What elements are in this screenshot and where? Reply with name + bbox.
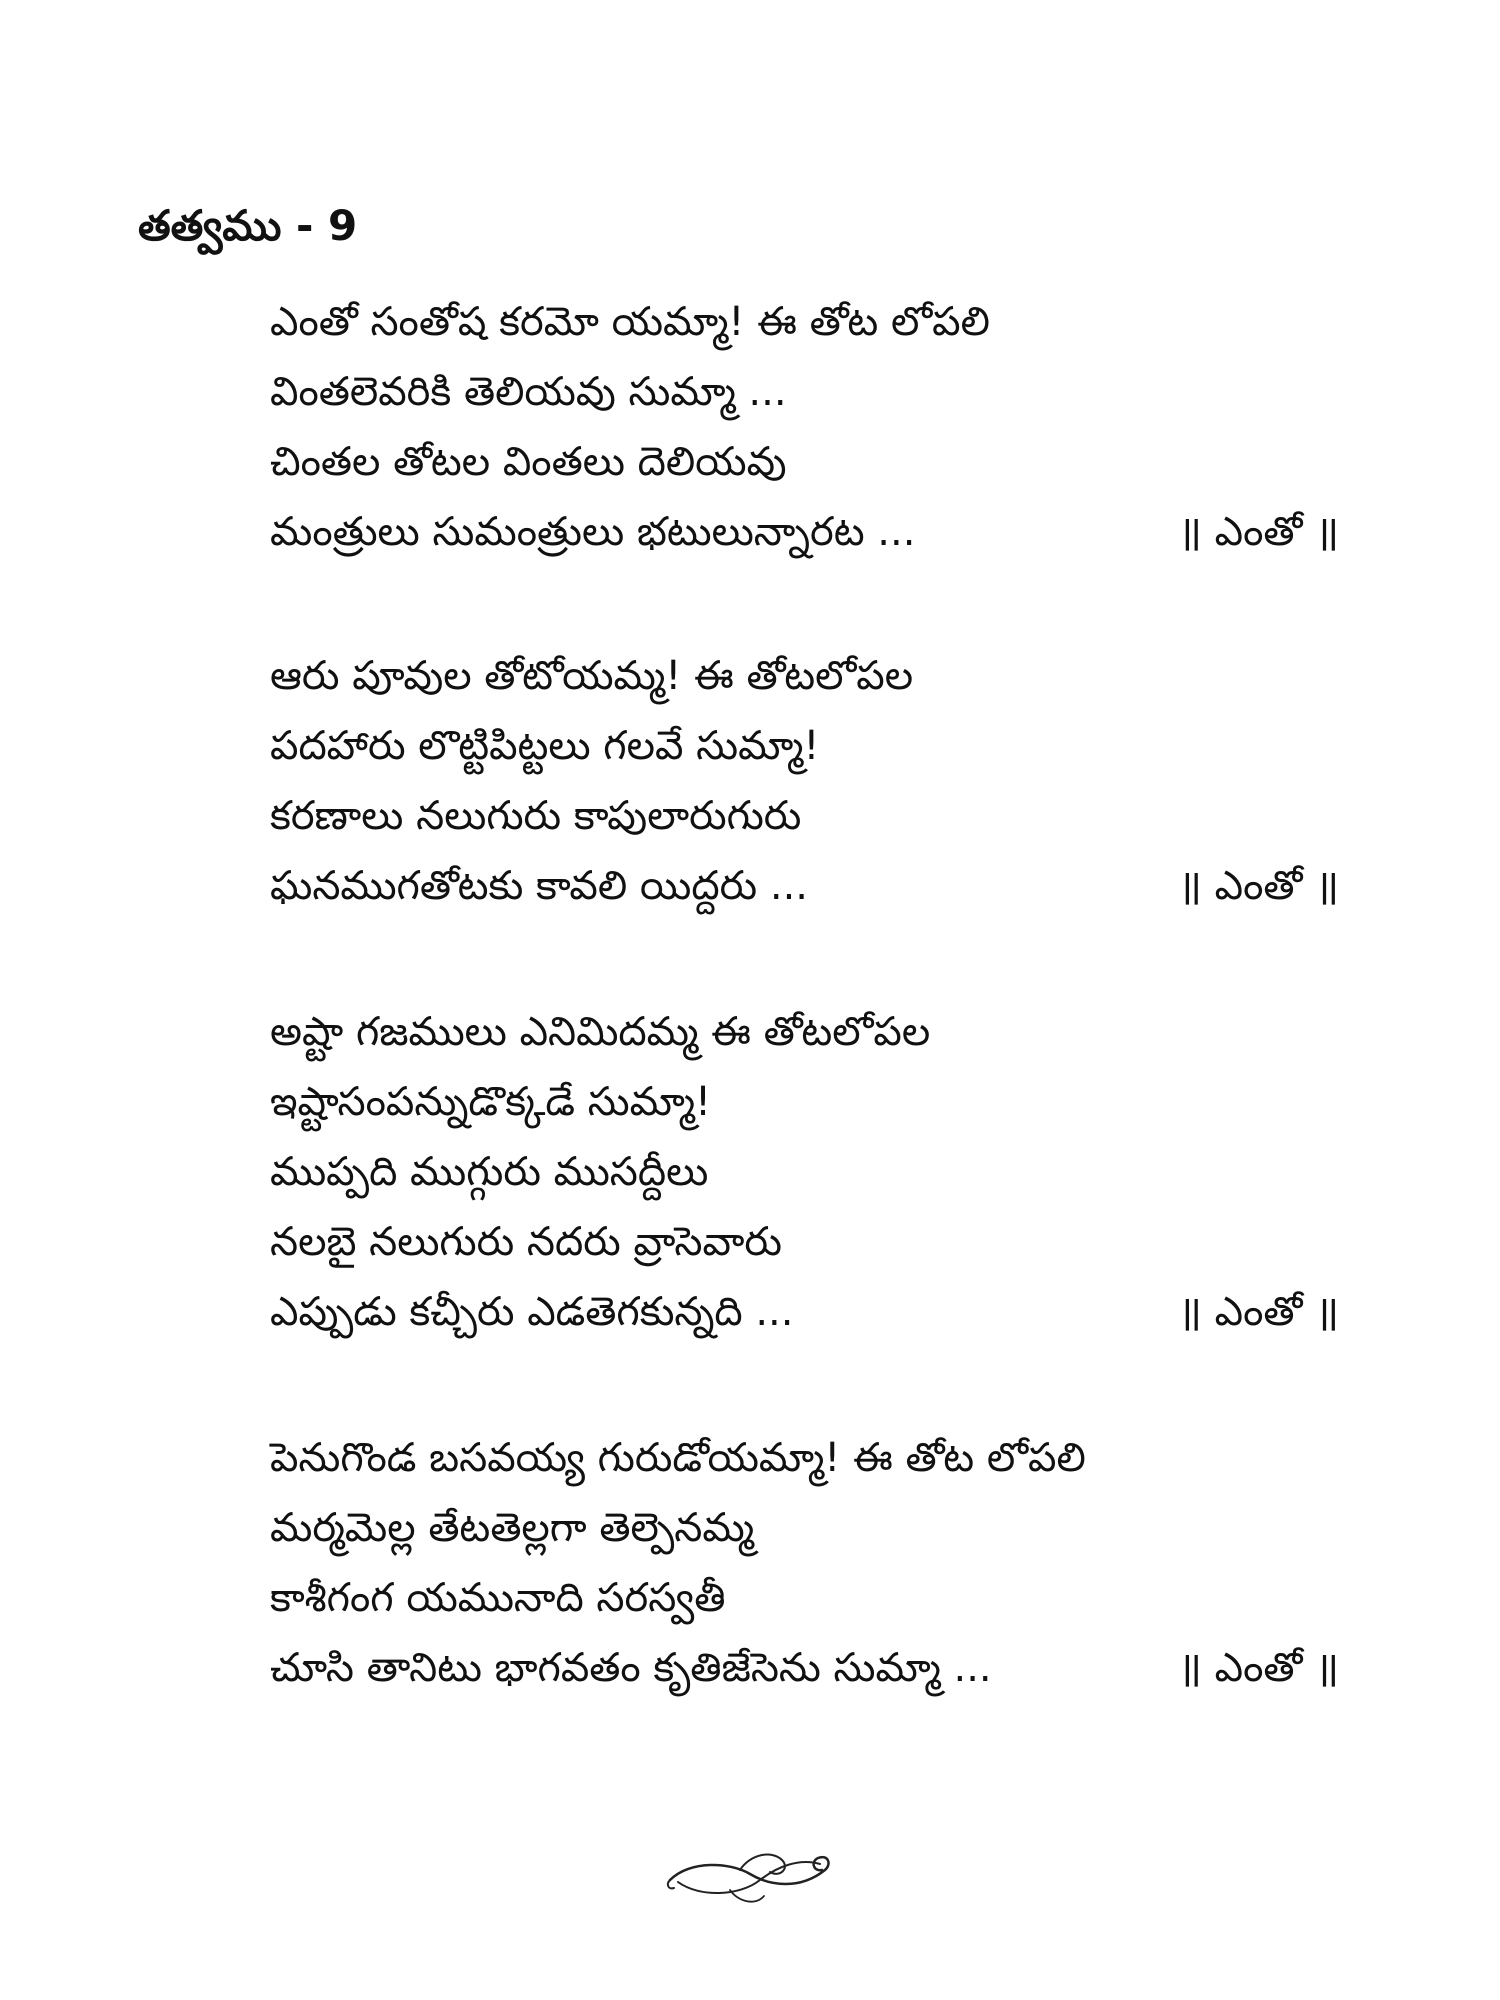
stanza-3-line-1: అష్టా గజములు ఎనిమిదమ్మ ఈ తోటలోపల xyxy=(270,1009,931,1055)
stanza-1-refrain: ॥ ఎంతో ॥ xyxy=(1178,509,1340,555)
stanza-1-line-3: చింతల తోటల వింతలు దెలియవు xyxy=(270,439,787,485)
stanza-3-line-5: ఎప్పుడు కచ్చీరు ఎడతెగకున్నది ... xyxy=(270,1289,794,1335)
stanza-1-line-1: ఎంతో సంతోష కరమో యమ్మా! ఈ తోట లోపలి xyxy=(270,299,990,345)
stanza-2-line-1: ఆరు పూవుల తోటోయమ్మ! ఈ తోటలోపల xyxy=(270,653,914,699)
stanza-2-line-3: కరణాలు నలుగురు కాపులారుగురు xyxy=(270,793,802,839)
stanza-3-line-2: ఇష్టాసంపన్నుడొక్కడే సుమ్మా! xyxy=(270,1079,711,1125)
section-heading: తత్వము - 9 xyxy=(138,201,358,250)
flourish-ornament-icon xyxy=(660,1840,840,1910)
stanza-3-line-3: ముప్పది ముగ్గురు ముసద్దీలు xyxy=(270,1149,709,1195)
stanza-1-line-2: వింతలెవరికి తెలియవు సుమ్మా ... xyxy=(270,369,787,415)
stanza-2-line-2: పదహారు లొట్టిపిట్టలు గలవే సుమ్మా! xyxy=(270,723,820,769)
stanza-3-refrain: ॥ ఎంతో ॥ xyxy=(1178,1289,1340,1335)
stanza-4-line-4: చూసి తానిటు భాగవతం కృతిజేసెను సుమ్మా ... xyxy=(270,1645,992,1691)
stanza-4-line-3: కాశీగంగ యమునాది సరస్వతీ xyxy=(270,1575,726,1621)
stanza-4-line-2: మర్మమెల్ల తేటతెల్లగా తెల్పెనమ్మ xyxy=(270,1505,755,1551)
stanza-2-refrain: ॥ ఎంతో ॥ xyxy=(1178,863,1340,909)
stanza-4-refrain: ॥ ఎంతో ॥ xyxy=(1178,1645,1340,1691)
stanza-1-line-4: మంత్రులు సుమంత్రులు భటులున్నారట ... xyxy=(270,509,916,555)
stanza-2-line-4: ఘనముగతోటకు కావలి యిద్దరు ... xyxy=(270,863,809,909)
stanza-3-line-4: నలబై నలుగురు నదరు వ్రాసెవారు xyxy=(270,1219,782,1265)
stanza-4-line-1: పెనుగొండ బసవయ్య గురుడోయమ్మా! ఈ తోట లోపలి xyxy=(270,1435,1086,1481)
